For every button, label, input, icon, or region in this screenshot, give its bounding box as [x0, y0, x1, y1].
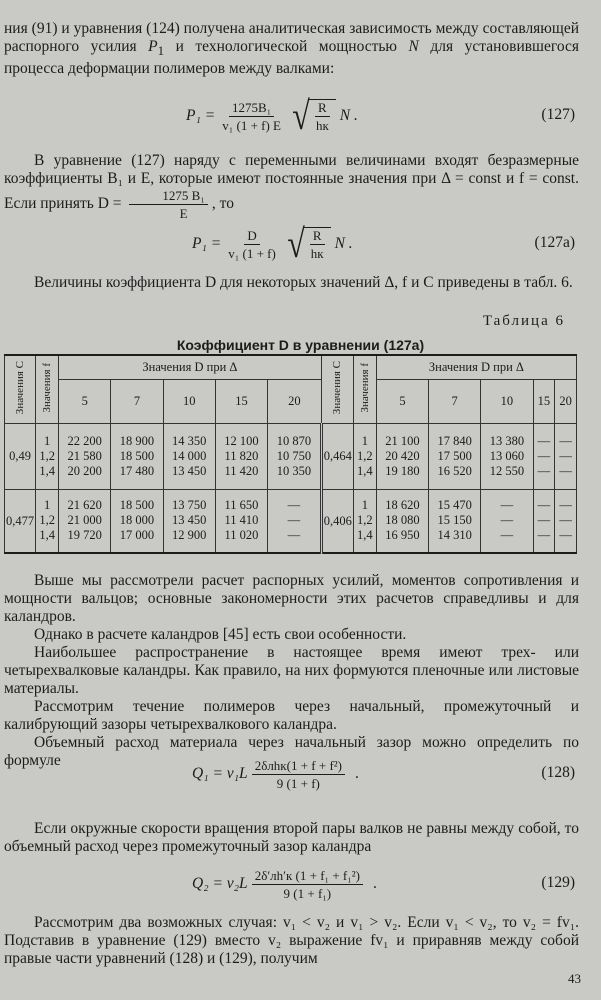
- paragraph-volume: Объемный расход материала через начальный зазор можно определить по формуле: [4, 734, 579, 769]
- paragraph-intro: ния (91) и уравнения (124) получена аналитическая зависимость между составляющей распорного усилия $P_1$ и технологической мощностью N для установившегося процесса деформации полимеров между валками:: [4, 20, 579, 78]
- equation-number: (127): [541, 106, 575, 123]
- fraction: $\frac{\text{1275B₁}}{\text{v₁ (1 + f) E}}$: [222, 99, 281, 133]
- equation-127: P₁ = $\frac{\text{1275B₁}}{\text{v₁ (1 + f) E}}$ √ $\frac{R}{hк}$ N . (127): [186, 93, 575, 138]
- table-row: 0,477 1 1,2 1,4 21 620 21 000 19 720 18 500 18 000 17 000 13 750 13 450 12 900 11 650 11 410 11 020 — — — 0,406 1 1,2 1,4 18 620 18 080 16 950 15 470 15 150 14 310 — — — — — — — — —: [5, 489, 577, 553]
- page-number: 43: [568, 971, 581, 986]
- square-root: √ $\frac{R}{hк}$: [285, 224, 331, 264]
- equation-number: (127a): [534, 234, 575, 251]
- coefficient-table: [4, 354, 577, 554]
- paragraph-values: Величины коэффициента D для некоторых значений Δ, f и C приведены в табл. 6.: [34, 274, 573, 291]
- table-label: Таблица 6: [482, 313, 565, 329]
- paragraph-speeds: Если окружные скорости вращения второй пары валков не равны между собой, то объемный расход через промежуточный зазор каландра: [4, 820, 579, 855]
- square-root: √ $\frac{R}{hк}$: [290, 96, 336, 136]
- equation-number: (129): [541, 874, 575, 891]
- paragraph-coefficients: В уравнение (127) наряду с переменными величинами входят безразмерные коэффициенты B₁ и E, которые имеют постоянные значения при Δ = const и f = const. Если принять D = $\frac{\text{1275 B₁}}{E}$ , то: [4, 152, 579, 221]
- fraction: $\frac{D}{\text{v₁ (1 + f)}}$: [228, 227, 276, 261]
- table-delta-row: 5 7 10 15 20 5 7 10 15 20: [5, 379, 577, 423]
- fraction: $\frac{\text{2δлhк(1 + f + f²)}}{9 (1 + f)}$: [252, 758, 345, 791]
- table-caption: Коэффициент D в уравнении (127а): [176, 337, 425, 353]
- equation-129: Q₂ = v₂L $\frac{\text{2δ′лh′к (1 + f₁ + f₁²)}}{\text{9 (1 + f₁)}}$ . (129): [192, 867, 575, 901]
- equation-127a: P₁ = $\frac{D}{\text{v₁ (1 + f)}}$ √ $\frac{R}{hк}$ N . (127a): [192, 221, 575, 266]
- table-header-row: Значения C Значения f Значения D при Δ Значения C Значения f Значения D при Δ: [5, 355, 577, 379]
- paragraph-popular: Наибольшее распространение в настоящее время имеют трех- или четырехвалковые каландры. Как правило, на них формуются пленочные или листовые материалы.: [4, 644, 579, 697]
- table-row: 0,49 1 1,2 1,4 22 200 21 580 20 200 18 900 18 500 17 480 14 350 14 000 13 450 12 100 11 820 11 420 10 870 10 750 10 350 0,464 1 1,2 1,4 21 100 20 420 19 180 17 840 17 500 16 520 13 380 13 060 12 550 — — — — — —: [5, 423, 577, 489]
- paragraph-cases: Рассмотрим два возможных случая: v₁ < v₂ и v₁ > v₂. Если v₁ < v₂, то v₂ = fv₁. Подставив в уравнение (129) вместо v₂ выражение fv₁ и приравняв между собой правые части уравнений (128) и (129), получим: [4, 914, 579, 967]
- fraction-d: $\frac{\text{1275 B₁}}{E}$: [129, 188, 207, 221]
- paragraph-above: Выше мы рассмотрели расчет распорных усилий, моментов сопротивления и мощности вальцов; основные закономерности этих расчетов справедливы и для каландров.: [4, 572, 579, 625]
- paragraph-however: Однако в расчете каландров [45] есть свои особенности.: [34, 626, 407, 643]
- paragraph-consider: Рассмотрим течение полимеров через начальный, промежуточный и калибрующий зазоры четырехвалкового каландра.: [4, 698, 579, 733]
- equation-128: Q₁ = v₁L $\frac{\text{2δлhк(1 + f + f²)}}{9 (1 + f)}$ . (128): [192, 757, 575, 791]
- fraction: $\frac{\text{2δ′лh′к (1 + f₁ + f₁²)}}{\text{9 (1 + f₁)}}$: [252, 868, 363, 901]
- equation-number: (128): [541, 764, 575, 781]
